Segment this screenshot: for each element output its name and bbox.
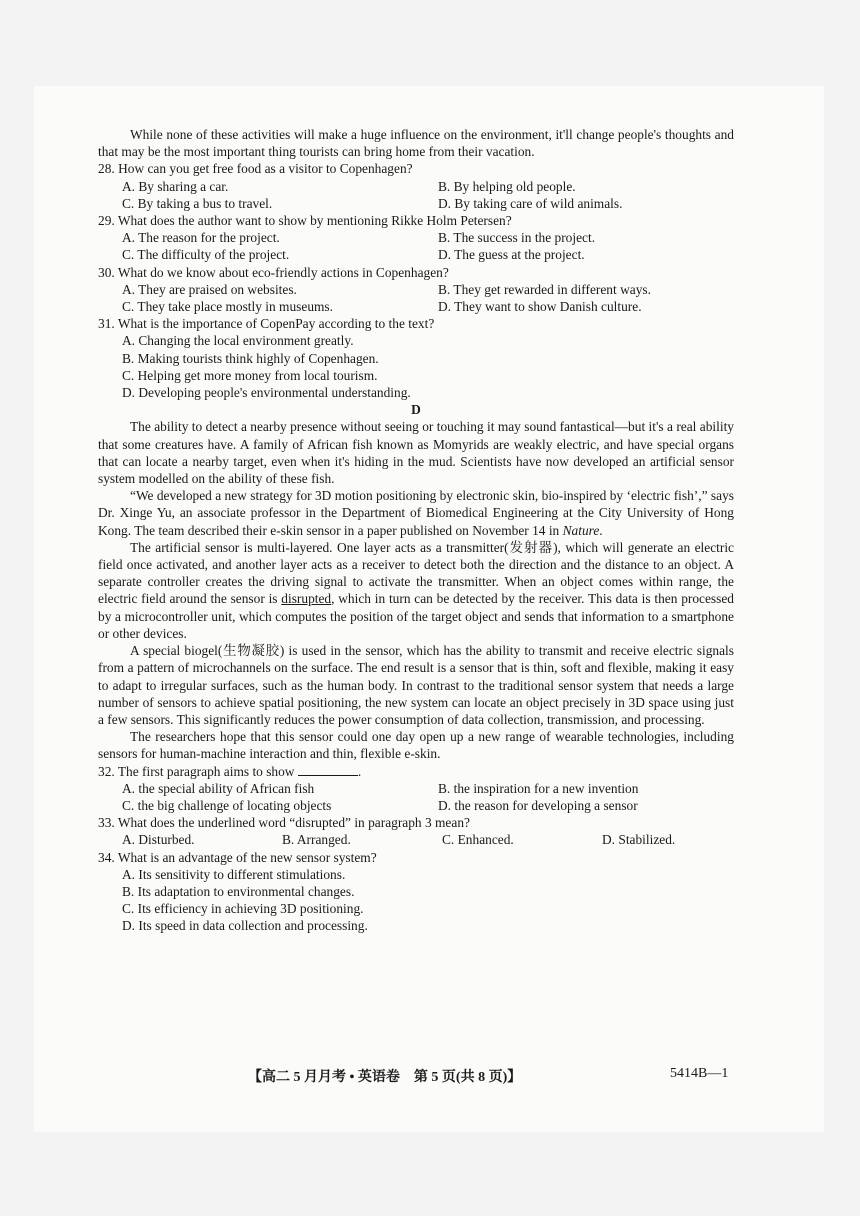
passage-d-paragraph-2 [98, 487, 734, 539]
option-a: A. Its sensitivity to different stimulations. [122, 866, 346, 882]
section-heading-d: D [411, 402, 421, 418]
option-a: A. the special ability of African fish [122, 780, 315, 796]
paragraph-text-end: . [599, 522, 603, 538]
question-stem: 34. What is an advantage of the new sensor system? [98, 849, 377, 865]
passage-c-ending: While none of these activities will make a huge influence on the environment, it'll change people's thoughts and that may be the most important thing tourists can bring home from their vacation. [98, 127, 734, 160]
question-stem: 30. What do we know about eco-friendly actions in Copenhagen? [98, 264, 449, 280]
option-b: B. The success in the project. [438, 230, 596, 246]
option-b: B. Making tourists think highly of Copenhagen. [122, 350, 379, 366]
paragraph-text: “We developed a new strategy for 3D motion positioning by electronic skin, bio-inspired by ‘electric fish’,” says Dr. Xinge Yu, an associate professor in the Department of Biomedical Engineering at the City University of Hong Kong. The team described their e-skin sensor in a paper published on November 14 in [98, 488, 734, 538]
question-stem: 31. What is the importance of CopenPay according to the text? [98, 316, 435, 332]
stem-end: . [357, 763, 362, 779]
option-a: A. Disturbed. [122, 832, 195, 848]
option-c: C. Enhanced. [442, 832, 514, 848]
question-34 [98, 849, 734, 935]
passage-d-paragraph-3 [98, 539, 734, 642]
paper-code: 5414B—1 [670, 1066, 729, 1081]
option-d: D. the reason for developing a sensor [438, 797, 638, 813]
option-d: D. Stabilized. [602, 832, 676, 848]
passage-d-paragraph-5: The researchers hope that this sensor could one day open up a new range of wearable technologies, including sensors for human-machine interaction and thin, flexible e-skin. [98, 729, 734, 762]
passage-d-paragraph-1: The ability to detect a nearby presence without seeing or touching it may sound fantastical—but it's a real ability that some creatures have. A family of African fish known as Momyrids are weakly electric, and have special organs that can locate a nearby target, even when it's hiding in the mud. Scientists have now developed an artificial sensor system modelled on the ability of these fish. [98, 419, 734, 487]
option-d: D. Its speed in data collection and processing. [122, 918, 368, 934]
option-a: A. They are praised on websites. [122, 281, 297, 297]
underlined-word: disrupted [281, 591, 332, 607]
question-32 [98, 763, 734, 815]
option-c: C. By taking a bus to travel. [122, 195, 273, 211]
journal-name: Nature [562, 522, 600, 538]
paragraph-text-end: , which in turn can be detected by the receiver. This data is then processed by a microcontroller unit, which computes the position of the target object and sends that information to a smartphone or other devices. [98, 591, 734, 641]
question-stem: 28. How can you get free food as a visitor to Copenhagen? [98, 161, 413, 177]
option-a: A. The reason for the project. [122, 230, 280, 246]
option-c: C. Its efficiency in achieving 3D positioning. [122, 901, 364, 917]
question-stem [98, 763, 734, 780]
question-30 [98, 264, 734, 316]
question-28 [98, 160, 734, 212]
option-d: D. By taking care of wild animals. [438, 195, 623, 211]
option-b: B. Its adaptation to environmental changes. [122, 883, 355, 899]
passage-d-paragraph-4: A special biogel(生物凝胶) is used in the sensor, which has the ability to transmit and receive electric signals from a pattern of microchannels on the surface. The end result is a sensor that is thin, soft and flexible, making it easy to adapt to irregular surfaces, such as the human body. In contrast to the traditional sensor system that needs a large number of sensors to achieve spatial positioning, the new system can locate an object precisely in 3D space using just a few sensors. This significantly reduces the power consumption of data collection, transmission, and processing. [98, 643, 734, 727]
option-d: D. Developing people's environmental understanding. [122, 385, 411, 401]
option-c: C. the big challenge of locating objects [122, 797, 332, 813]
option-c: C. The difficulty of the project. [122, 247, 290, 263]
question-stem: 29. What does the author want to show by mentioning Rikke Holm Petersen? [98, 213, 512, 229]
option-d: D. The guess at the project. [438, 247, 585, 263]
page-content [98, 126, 734, 935]
option-d: D. They want to show Danish culture. [438, 299, 642, 315]
option-b: B. the inspiration for a new invention [438, 780, 639, 796]
paragraph-text: The artificial sensor is multi-layered. One layer acts as a transmitter(发射器), which will generate an electric field once activated, and another layer acts as a receiver to detect both the direction and the distance to an object. A separate controller creates the driving signal to activate the transmitter. When an object comes within range, the electric field around the sensor is [98, 539, 734, 607]
question-29 [98, 212, 734, 264]
stem-text: 32. The first paragraph aims to show [98, 763, 298, 779]
footer-label: 【高二 5 月月考 • 英语卷 第 5 页(共 8 页)】 [248, 1070, 522, 1085]
question-31 [98, 315, 734, 401]
question-stem: 33. What does the underlined word “disrupted” in paragraph 3 mean? [98, 815, 470, 831]
option-b: B. They get rewarded in different ways. [438, 281, 651, 297]
option-c: C. Helping get more money from local tourism. [122, 367, 378, 383]
question-33 [98, 814, 734, 848]
option-a: A. By sharing a car. [122, 178, 229, 194]
option-c: C. They take place mostly in museums. [122, 299, 333, 315]
option-b: B. By helping old people. [438, 178, 576, 194]
option-a: A. Changing the local environment greatly. [122, 333, 354, 349]
answer-blank [298, 763, 358, 776]
option-b: B. Arranged. [282, 832, 351, 848]
